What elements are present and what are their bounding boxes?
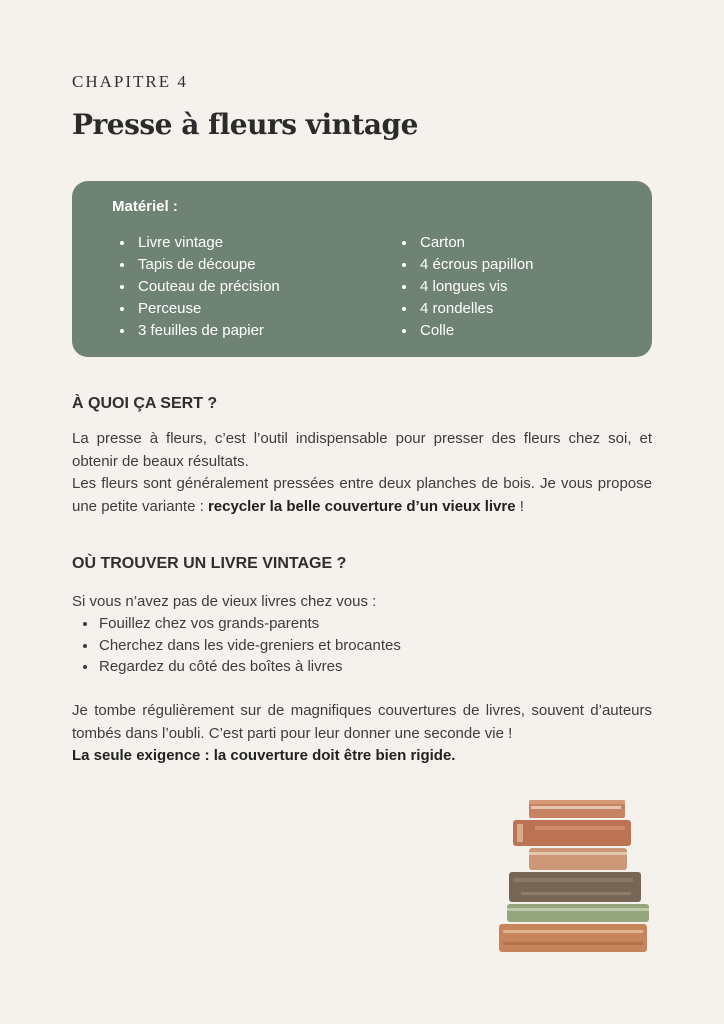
list-item: 3 feuilles de papier xyxy=(120,320,280,342)
requirement-note xyxy=(72,745,652,768)
materials-box xyxy=(72,181,652,357)
list-item: Perceuse xyxy=(120,298,280,320)
list-item: Carton xyxy=(402,232,533,254)
where-intro: Si vous n’avez pas de vieux livres chez vous : xyxy=(72,593,377,610)
list-item: 4 longues vis xyxy=(402,276,533,298)
usage-paragraph-2 xyxy=(72,473,652,518)
materials-title: Matériel : xyxy=(112,198,178,215)
list-item: Colle xyxy=(402,320,533,342)
list-item: Couteau de précision xyxy=(120,276,280,298)
where-paragraph: Je tombe régulièrement sur de magnifiques couvertures de livres, souvent d’auteurs tombés dans l’oubli. C’est parti pour leur donner une seconde vie ! xyxy=(72,702,652,742)
list-item: Fouillez chez vos grands-parents xyxy=(72,613,401,635)
usage-highlight: recycler la belle couverture d’un vieux livre xyxy=(207,497,516,515)
section-heading-where: OÙ TROUVER UN LIVRE VINTAGE ? xyxy=(72,555,347,572)
list-item: 4 écrous papillon xyxy=(402,254,533,276)
requirement-bold: La seule exigence : la couverture doit être bien rigide. xyxy=(72,747,456,764)
materials-list-left xyxy=(120,232,280,342)
list-item: Regardez du côté des boîtes à livres xyxy=(72,656,401,678)
usage-paragraph-1: La presse à fleurs, c’est l’outil indispensable pour presser des fleurs chez soi, et obtenir de beaux résultats. xyxy=(72,430,652,470)
chapter-label: CHAPITRE 4 xyxy=(72,72,188,91)
materials-list-right xyxy=(402,232,533,342)
usage-text-end: ! xyxy=(515,497,524,515)
list-item: Livre vintage xyxy=(120,232,280,254)
book-stack-illustration xyxy=(495,796,655,956)
list-item: 4 rondelles xyxy=(402,298,533,320)
list-item: Tapis de découpe xyxy=(120,254,280,276)
usage-text: Les fleurs sont généralement pressées entre deux planches de bois. Je vous propose une petite variante : xyxy=(72,475,652,515)
list-item: Cherchez dans les vide-greniers et brocantes xyxy=(72,635,401,657)
page-title: Presse à fleurs vintage xyxy=(72,108,418,141)
section-heading-usage: À QUOI ÇA SERT ? xyxy=(72,395,218,412)
where-bullet-list xyxy=(72,613,401,678)
